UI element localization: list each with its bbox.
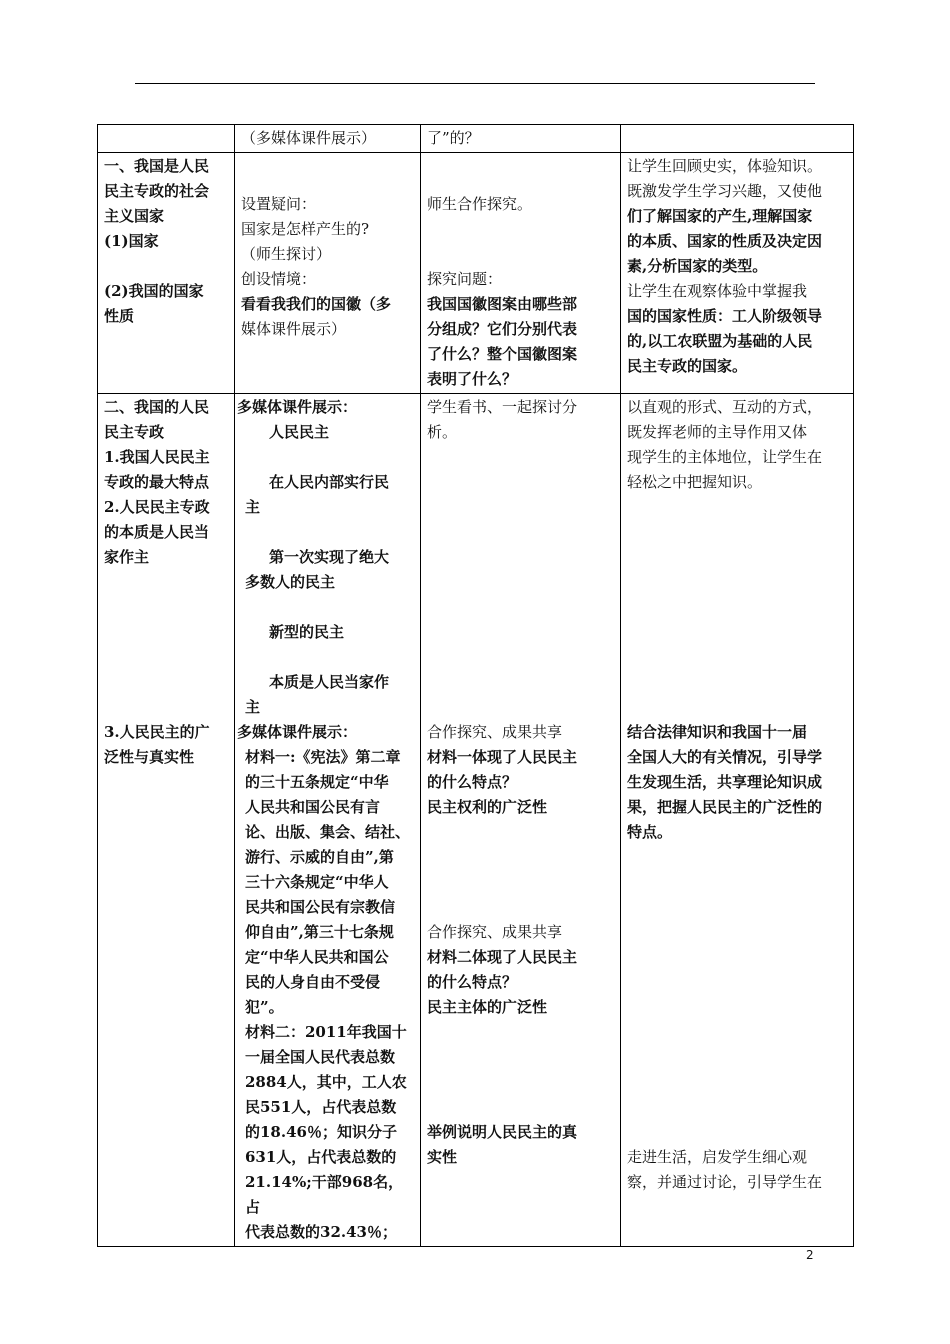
cell-intent (621, 125, 854, 153)
cell-activity: 师生合作探究。 探究问题： 我国国徽图案由哪些部 分组成？它们分别代表 了什么？整个国徽图案 表明了什么？ (421, 153, 621, 394)
cell-content: 一、我国是人民 民主专政的社会 主义国家 (1)国家 (2)我国的国家 性质 (98, 153, 235, 394)
cell-method: （多媒体课件展示） (235, 125, 421, 153)
cell-activity: 了”的？ (421, 125, 621, 153)
cell-intent: 以直观的形式、互动的方式， 既发挥老师的主导作用又体 现学生的主体地位，让学生在 轻松之中把握知识。 结合法律知识和我国十一届 全国人大的有关情况，引导学 生发现生活，共享理论知识成 果，把握人民民主的广泛性的 特点。 走进生活，启发学生细心观 察，并通过讨论，引导学生在 (621, 394, 854, 1247)
cell-content (98, 125, 235, 153)
table-row (98, 153, 854, 394)
table-row (98, 394, 854, 1247)
page-number: 2 (806, 1248, 814, 1262)
cell-activity: 学生看书、一起探讨分 析。 合作探究、成果共享 材料一体现了人民民主 的什么特点？ 民主权利的广泛性 合作探究、成果共享 材料二体现了人民民主 的什么特点？ 民主主体的广泛性 举例说明人民民主的真 实性 (421, 394, 621, 1247)
cell-intent: 让学生回顾史实，体验知识。 既激发学生学习兴趣，又使他 们了解国家的产生,理解国家 的本质、国家的性质及决定因 素,分析国家的类型。 让学生在观察体验中掌握我 国的国家性质：工人阶级领导 的,以工农联盟为基础的人民 民主专政的国家。 (621, 153, 854, 394)
header-rule (135, 83, 815, 84)
cell-method: 设置疑问： 国家是怎样产生的? （师生探讨） 创设情境： 看看我我们的国徽（多 媒体课件展示） (235, 153, 421, 394)
cell-method: 多媒体课件展示： 人民民主 在人民内部实行民 主 第一次实现了绝大 多数人的民主 新型的民主 本质是人民当家作 主 多媒体课件展示： 材料一:《宪法》第二章 的三十五条规定“中华 人民共和国公民有言 论、出版、集会、结社、 游行、示威的自由”,第 三十六条规定“中华人 民共和国公民有宗教信 仰自由”,第三十七条规 定“中华人民共和国公 民的人身自由不受侵 犯”。 材料二：2011年我国十 一届全国人民代表总数 2884人，其中，工人农 民551人，占代表总数 的18.46％；知识分子 631人，占代表总数的 21.14%;干部968名，占 代表总数的32.43％； (235, 394, 421, 1247)
table-row (98, 125, 854, 153)
lesson-plan-table (97, 124, 854, 1247)
cell-content: 二、我国的人民 民主专政 1.我国人民民主 专政的最大特点 2.人民民主专政 的本质是人民当 家作主 3.人民民主的广 泛性与真实性 (98, 394, 235, 1247)
